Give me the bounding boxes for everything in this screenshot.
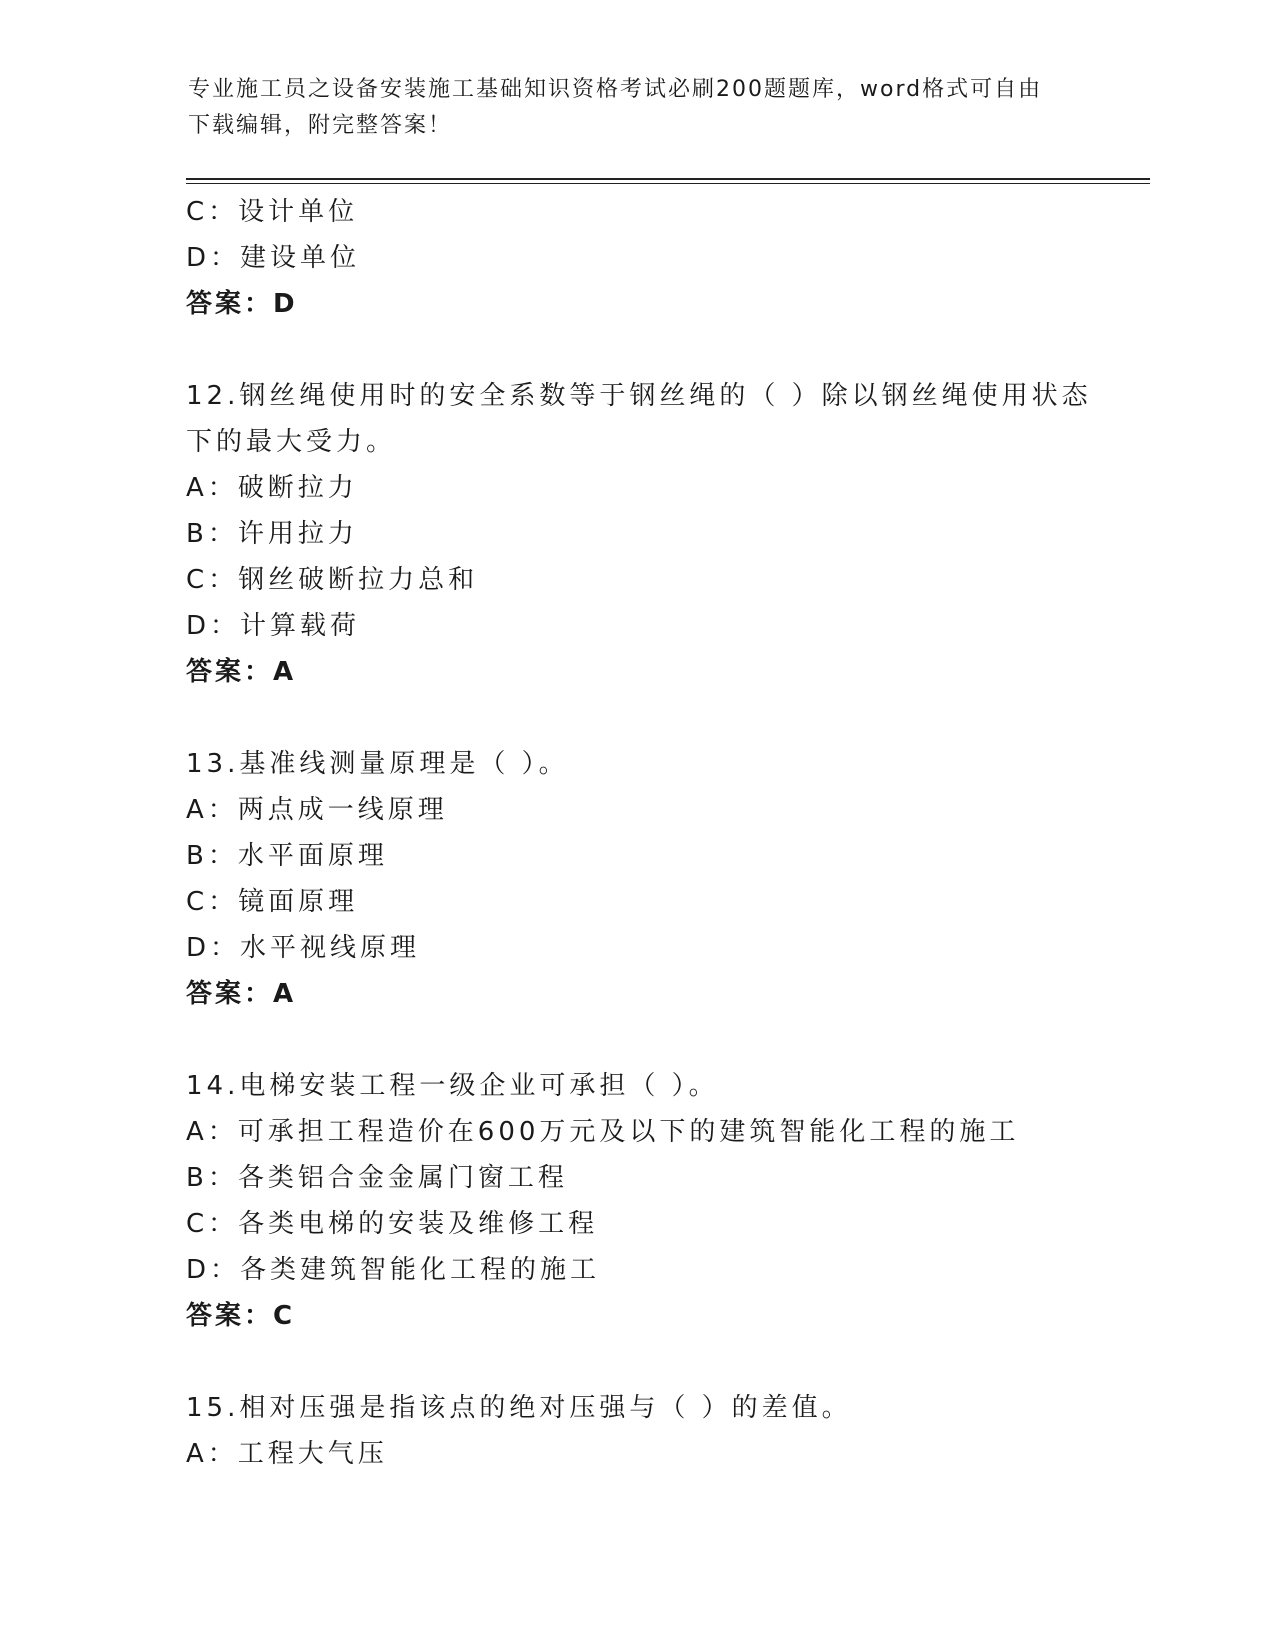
option-d: D：建设单位: [186, 243, 361, 273]
option-a: A：破断拉力: [186, 473, 358, 503]
question-stem: 15.相对压强是指该点的绝对压强与（ ）的差值。: [186, 1393, 852, 1423]
spacer: [186, 695, 1086, 741]
option-c: C：钢丝破断拉力总和: [186, 565, 479, 595]
option-d: D：计算载荷: [186, 611, 361, 641]
question-stem: 12.钢丝绳使用时的安全系数等于钢丝绳的（ ）除以钢丝绳使用状态: [186, 381, 1092, 411]
option-a: A：工程大气压: [186, 1439, 388, 1469]
option-b: B：各类铝合金金属门窗工程: [186, 1163, 568, 1193]
question-stem-continued: 下的最大受力。: [186, 427, 397, 457]
answer: 答案：C: [186, 1301, 296, 1331]
option-c: C：各类电梯的安装及维修工程: [186, 1209, 599, 1239]
answer: 答案：D: [186, 289, 298, 319]
question-stem: 14.电梯安装工程一级企业可承担（ ）。: [186, 1071, 719, 1101]
option-d: D：水平视线原理: [186, 933, 421, 963]
question-stem: 13.基准线测量原理是（ ）。: [186, 749, 569, 779]
header-line-1: 专业施工员之设备安装施工基础知识资格考试必刷200题题库，word格式可自由: [188, 77, 1043, 102]
option-c: C：镜面原理: [186, 887, 359, 917]
option-b: B：水平面原理: [186, 841, 388, 871]
answer: 答案：A: [186, 657, 297, 687]
spacer: [186, 1339, 1086, 1385]
answer: 答案：A: [186, 979, 297, 1009]
document-header: [188, 72, 1088, 144]
option-a: A：可承担工程造价在600万元及以下的建筑智能化工程的施工: [186, 1117, 1020, 1147]
header-divider-thin: [186, 183, 1150, 184]
header-line-2: 下载编辑，附完整答案！: [188, 113, 453, 138]
spacer: [186, 327, 1086, 373]
spacer: [186, 1017, 1086, 1063]
option-d: D：各类建筑智能化工程的施工: [186, 1255, 601, 1285]
option-b: B：许用拉力: [186, 519, 358, 549]
header-divider-thick: [186, 178, 1150, 180]
option-a: A：两点成一线原理: [186, 795, 448, 825]
question-content: [186, 189, 1092, 1477]
option-c: C：设计单位: [186, 197, 359, 227]
